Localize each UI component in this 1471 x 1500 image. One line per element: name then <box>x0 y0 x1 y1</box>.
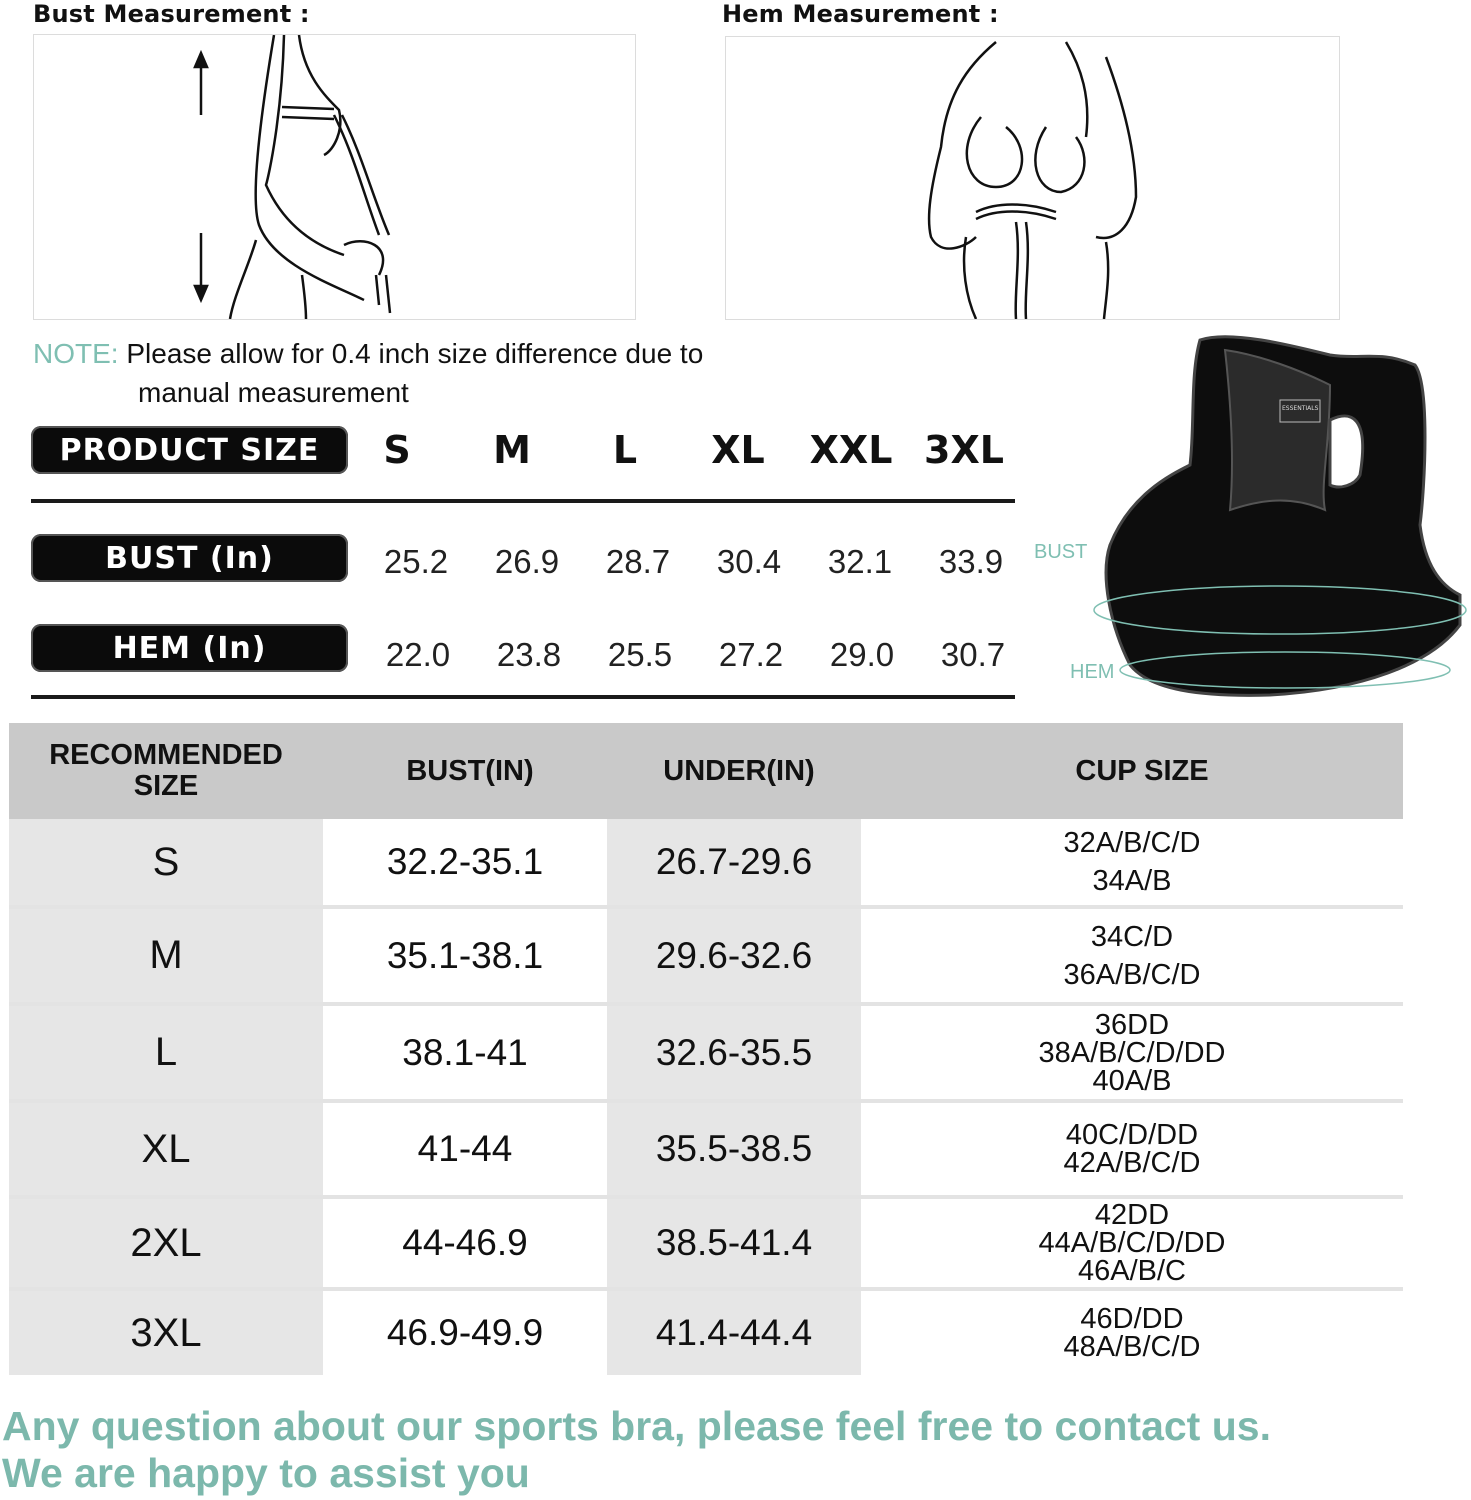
bust-value: 32.1 <box>827 543 893 580</box>
size-3xl: 3XL <box>924 428 1004 472</box>
cell-cup: 36DD 38A/B/C/D/DD 40A/B <box>861 1006 1403 1099</box>
cell-cup: 46D/DD 48A/B/C/D <box>861 1291 1403 1375</box>
cell-cup: 32A/B/C/D 34A/B <box>861 819 1403 905</box>
bust-row-label: BUST (In) <box>31 534 348 582</box>
footer-line2: We are happy to assist you <box>2 1450 530 1496</box>
cell-cup: 40C/D/DD 42A/B/C/D <box>861 1103 1403 1195</box>
cell-bust: 38.1-41 <box>323 1006 607 1099</box>
cell-cup: 42DD 44A/B/C/D/DD 46A/B/C <box>861 1199 1403 1287</box>
cell-bust: 44-46.9 <box>323 1199 607 1287</box>
header-bust: BUST(IN) <box>406 754 534 787</box>
table-row <box>9 1099 1403 1195</box>
recommended-size-table <box>9 723 1403 1375</box>
cell-under: 26.7-29.6 <box>607 819 861 905</box>
bust-row-values <box>361 543 1026 581</box>
table-row <box>9 1195 1403 1287</box>
hem-value: 23.8 <box>496 636 562 673</box>
bust-value: 25.2 <box>383 543 449 580</box>
size-m: M <box>493 428 531 472</box>
bust-value: 30.4 <box>716 543 782 580</box>
cell-bust: 35.1-38.1 <box>323 909 607 1002</box>
cell-cup: 34C/D 36A/B/C/D <box>861 909 1403 1002</box>
table-header <box>9 723 1403 819</box>
divider <box>31 695 1015 699</box>
header-cup-size: CUP SIZE <box>1075 754 1209 787</box>
cell-size: L <box>9 1006 323 1099</box>
hem-row-label: HEM (In) <box>31 624 348 672</box>
cell-under: 41.4-44.4 <box>607 1291 861 1375</box>
hem-value: 22.0 <box>385 636 451 673</box>
product-size-headers <box>342 428 1019 472</box>
size-xl: XL <box>711 428 765 472</box>
note-line2: manual measurement <box>138 377 409 408</box>
bust-value: 26.9 <box>494 543 560 580</box>
size-xxl: XXL <box>809 428 893 472</box>
footer-line1: Any question about our sports bra, please feel free to contact us. <box>2 1403 1271 1449</box>
note-line1: Please allow for 0.4 inch size difference due to <box>126 338 704 369</box>
cell-size: 3XL <box>9 1291 323 1375</box>
hem-value: 27.2 <box>718 636 784 673</box>
divider <box>31 499 1015 503</box>
cell-bust: 32.2-35.1 <box>323 819 607 905</box>
bust-callout-label: BUST <box>1034 541 1088 563</box>
cell-size: XL <box>9 1103 323 1195</box>
cell-size: 2XL <box>9 1199 323 1287</box>
size-s: S <box>383 428 411 472</box>
product-image <box>1030 325 1471 710</box>
note <box>33 334 703 373</box>
note-label: NOTE: <box>33 338 119 369</box>
hem-callout-label: HEM <box>1070 661 1115 683</box>
size-l: L <box>612 428 638 472</box>
hem-value: 30.7 <box>940 636 1006 673</box>
table-row <box>9 819 1403 905</box>
table-row <box>9 1002 1403 1099</box>
bust-measure-figure-icon <box>34 35 635 319</box>
cell-size: M <box>9 909 323 1002</box>
bust-measurement-illustration <box>33 34 636 320</box>
bust-value: 33.9 <box>938 543 1004 580</box>
cell-under: 38.5-41.4 <box>607 1199 861 1287</box>
cell-under: 32.6-35.5 <box>607 1006 861 1099</box>
cell-bust: 41-44 <box>323 1103 607 1195</box>
cell-size: S <box>9 819 323 905</box>
product-size-label: PRODUCT SIZE <box>31 426 348 474</box>
cell-bust: 46.9-49.9 <box>323 1291 607 1375</box>
hem-row-values <box>363 636 1028 674</box>
hem-value: 29.0 <box>829 636 895 673</box>
table-row <box>9 1287 1403 1375</box>
cell-under: 29.6-32.6 <box>607 909 861 1002</box>
tag-text: ESSENTIALS <box>1282 405 1319 412</box>
bust-measurement-title: Bust Measurement : <box>33 0 310 28</box>
table-row <box>9 905 1403 1002</box>
hem-measurement-title: Hem Measurement : <box>722 0 999 28</box>
header-under: UNDER(IN) <box>663 754 815 787</box>
cell-under: 35.5-38.5 <box>607 1103 861 1195</box>
header-recommended-size: RECOMMENDED SIZE <box>49 739 283 802</box>
hem-value: 25.5 <box>607 636 673 673</box>
hem-measure-figure-icon <box>726 37 1339 319</box>
sports-bra-icon <box>1030 325 1471 710</box>
bust-value: 28.7 <box>605 543 671 580</box>
hem-measurement-illustration <box>725 36 1340 320</box>
